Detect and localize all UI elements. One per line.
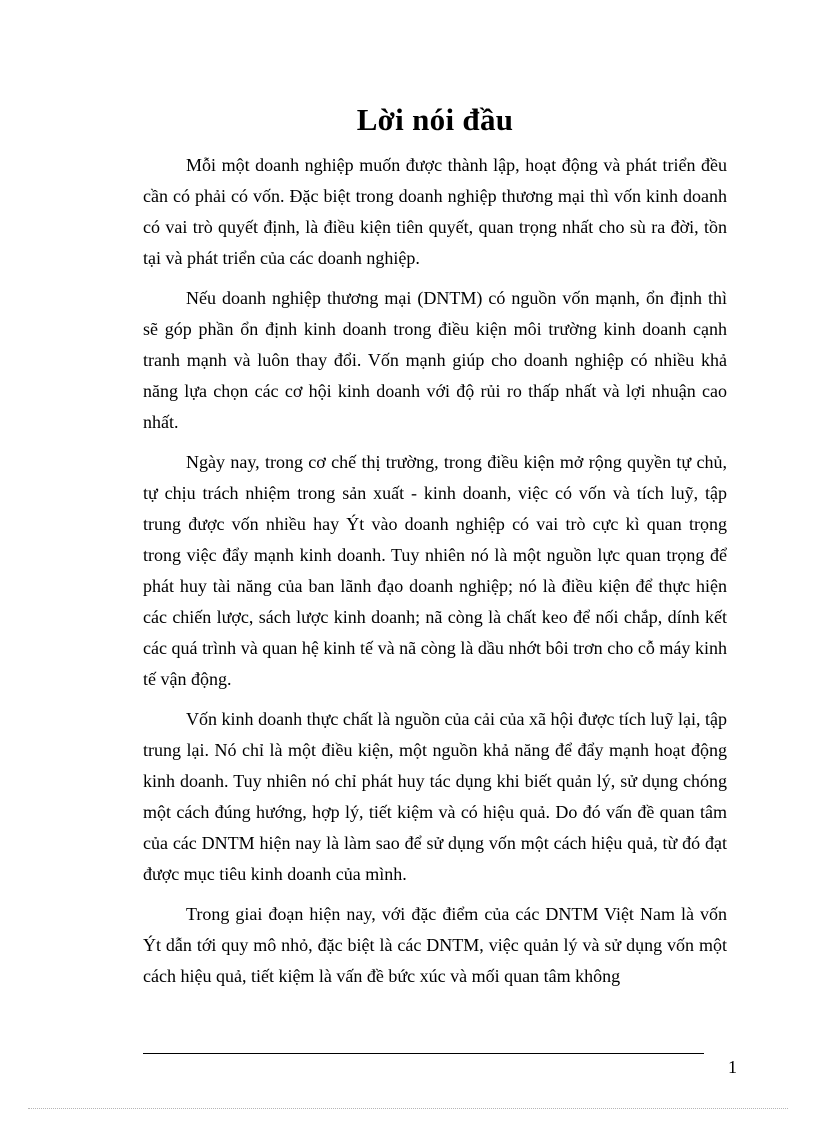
paragraph-4: Vốn kinh doanh thực chất là nguồn của cải của xã hội được tích luỹ lại, tập trung lại. Nó chỉ là một điều kiện, một nguồn khả năng để đẩy mạnh hoạt động kinh doanh. Tuy nhiên nó chỉ phát huy tác dụng khi biết quản lý, sử dụng chóng một cách đúng hướng, hợp lý, tiết kiệm và có hiệu quả. Do đó vấn đề quan tâm của các DNTM hiện nay là làm sao để sử dụng vốn một cách hiệu quả, từ đó đạt được mục tiêu kinh doanh của mình. xyxy=(143,709,727,884)
footer-rule xyxy=(143,1053,704,1054)
page-title: Lời nói đầu xyxy=(356,102,514,137)
body-text xyxy=(143,150,727,1001)
page-number: 1 xyxy=(728,1057,737,1077)
paragraph-1: Mỗi một doanh nghiệp muốn được thành lập, hoạt động và phát triển đều cần có phải có vốn. Đặc biệt trong doanh nghiệp thương mại thì vốn kinh doanh có vai trò quyết định, là điều kiện tiên quyết, quan trọng nhất cho sù ra đời, tồn tại và phát triển của các doanh nghiệp. xyxy=(143,155,727,268)
paragraph-2: Nếu doanh nghiệp thương mại (DNTM) có nguồn vốn mạnh, ổn định thì sẽ góp phần ổn định kinh doanh trong điều kiện môi trường kinh doanh cạnh tranh mạnh và luôn thay đổi. Vốn mạnh giúp cho doanh nghiệp có nhiều khả năng lựa chọn các cơ hội kinh doanh với độ rủi ro thấp nhất và lợi nhuận cao nhất. xyxy=(143,288,727,432)
paragraph-5: Trong giai đoạn hiện nay, với đặc điểm của các DNTM Việt Nam là vốn Ýt dẫn tới quy mô nhỏ, đặc biệt là các DNTM, việc quản lý và sử dụng vốn một cách hiệu quả, tiết kiệm là vấn đề bức xúc và mối quan tâm không xyxy=(143,904,727,986)
page-bottom-divider xyxy=(28,1108,788,1109)
paragraph-3: Ngày nay, trong cơ chế thị trường, trong điều kiện mở rộng quyền tự chủ, tự chịu trách nhiệm trong sản xuất - kinh doanh, việc có vốn và tích luỹ, tập trung được vốn nhiều hay Ýt vào doanh nghiệp có vai trò cực kì quan trọng trong việc đẩy mạnh kinh doanh. Tuy nhiên nó là một nguồn lực quan trọng để phát huy tài năng của ban lãnh đạo doanh nghiệp; nó là điều kiện để thực hiện các chiến lược, sách lược kinh doanh; nã còng là chất keo để nối chắp, dính kết các quá trình và quan hệ kinh tế và nã còng là dầu nhớt bôi trơn cho cỗ máy kinh tế vận động. xyxy=(143,452,727,689)
